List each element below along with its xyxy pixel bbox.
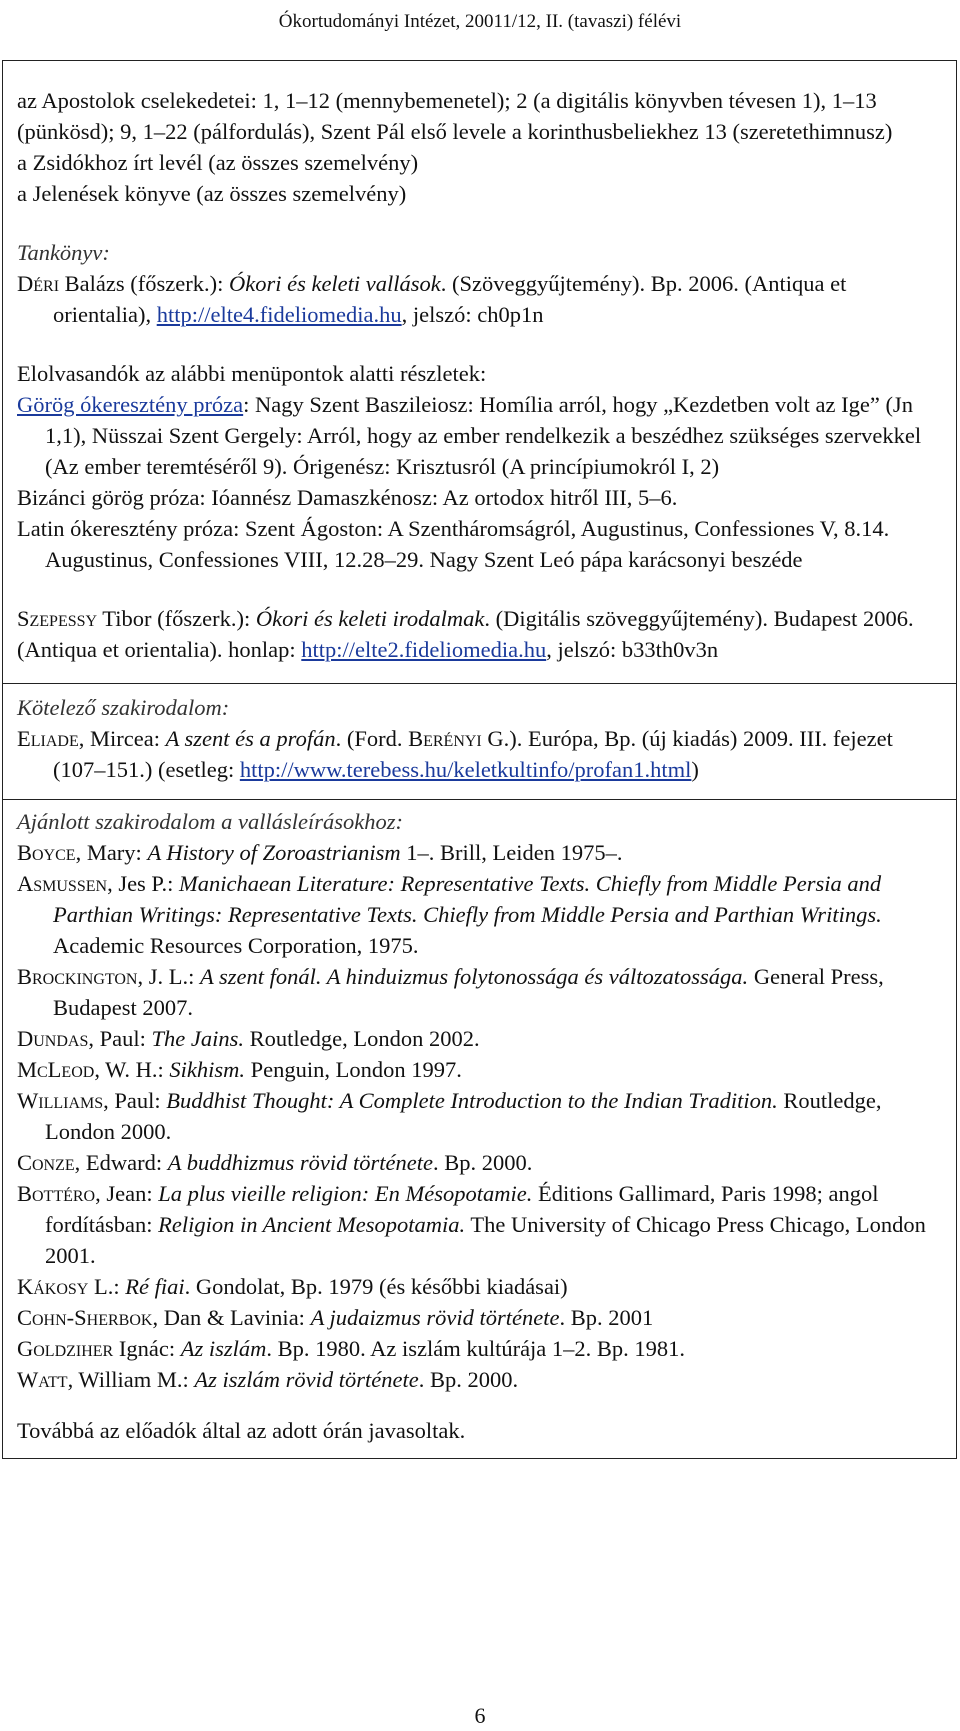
book-title-translation: Religion in Ancient Mesopotamia. xyxy=(158,1212,466,1237)
terebess-link[interactable]: http://www.terebess.hu/keletkultinfo/profan1.html xyxy=(239,757,692,782)
citation-rest: . Bp. 2000. xyxy=(418,1367,519,1392)
translator-name: Berényi xyxy=(408,726,482,751)
author-rest: , J. L.: xyxy=(137,964,201,989)
ref-cohn-sherbok xyxy=(17,1302,942,1333)
textbook-szepessy xyxy=(17,603,942,665)
elte4-link[interactable]: http://elte4.fideliomedia.hu xyxy=(156,302,402,327)
author-name: Szepessy xyxy=(17,606,98,631)
reading-item: a Jelenések könyve (az összes szemelvény) xyxy=(17,181,407,206)
author-name: Boyce xyxy=(17,840,76,865)
ref-watt xyxy=(17,1364,942,1395)
section-readings xyxy=(3,61,956,684)
citation-close: ) xyxy=(691,757,699,782)
author-name: Eliade xyxy=(17,726,79,751)
latin-prose-item: Latin ókeresztény próza: Szent Ágoston: A Szentháromságról, Augustinus, Confessiones V, 8.14. Augustinus, Confessiones VIII, 12.28–29. Nagy Szent Leó pápa karácsonyi beszéde xyxy=(17,516,890,572)
closing-note: Továbbá az előadók által az adott órán javasoltak. xyxy=(17,1418,466,1443)
citation-rest: Academic Resources Corporation, 1975. xyxy=(53,933,419,958)
book-title: A judaizmus rövid története xyxy=(310,1305,560,1330)
book-title: Ókori és keleti vallások xyxy=(228,271,441,296)
author-name: Déri xyxy=(17,271,60,296)
author-name: Dundas xyxy=(17,1026,89,1051)
greek-prose-link[interactable]: Görög ókeresztény próza xyxy=(17,392,244,417)
author-rest: Tibor (főszerk.): xyxy=(97,606,256,631)
mandatory-heading: Kötelező szakirodalom: xyxy=(17,695,230,720)
book-title: Az iszlám rövid története xyxy=(194,1367,419,1392)
book-title: A szent fonál. A hinduizmus folytonossága és változatossága. xyxy=(200,964,749,989)
page-header: Ókortudományi Intézet, 20011/12, II. (tavaszi) félévi xyxy=(278,11,682,32)
greek-prose-item xyxy=(17,389,942,482)
citation-rest: . Bp. 2000. xyxy=(432,1150,533,1175)
citation-rest: Penguin, London 1997. xyxy=(244,1057,462,1082)
book-title: The Jains. xyxy=(151,1026,245,1051)
book-title: A History of Zoroastrianism xyxy=(147,840,401,865)
byzantine-prose-item: Bizánci görög próza: Ióannész Damaszkénosz: Az ortodox hitről III, 5–6. xyxy=(17,485,678,510)
ref-asmussen xyxy=(17,868,942,961)
citation-rest: 1–. Brill, Leiden 1975–. xyxy=(400,840,623,865)
author-rest: , Paul: xyxy=(103,1088,167,1113)
citation-rest: . (Digitális szöveggyűjtemény). Budapest 2006. (Antiqua et orientalia). honlap: xyxy=(17,606,914,662)
author-rest: , William M.: xyxy=(67,1367,195,1392)
author-name: Goldziher xyxy=(17,1336,114,1361)
citation-rest: . Gondolat, Bp. 1979 (és későbbi kiadásai) xyxy=(184,1274,568,1299)
password-text: , jelszó: ch0p1n xyxy=(401,302,544,327)
author-name: Watt xyxy=(17,1367,68,1392)
author-rest: , Edward: xyxy=(74,1150,168,1175)
author-rest: , Paul: xyxy=(88,1026,152,1051)
elte2-link[interactable]: http://elte2.fideliomedia.hu xyxy=(301,637,547,662)
ref-mcleod xyxy=(17,1054,942,1085)
ref-goldziher xyxy=(17,1333,942,1364)
author-rest: Balázs (főszerk.): xyxy=(59,271,229,296)
author-rest: Ignác: xyxy=(113,1336,181,1361)
citation-rest: . Bp. 2001 xyxy=(559,1305,654,1330)
book-title: Az iszlám xyxy=(180,1336,267,1361)
ref-williams xyxy=(17,1085,942,1147)
citation-rest: Éditions Gallimard, Paris 1998; angol fordításban: xyxy=(45,1181,879,1237)
author-rest: , Mircea: xyxy=(78,726,166,751)
citation-rest: G.). Európa, Bp. (új kiadás) 2009. III. fejezet (107–151.) (esetleg: xyxy=(53,726,893,782)
author-rest: , W. H.: xyxy=(94,1057,170,1082)
author-name: Bottéro xyxy=(17,1181,96,1206)
author-rest: , Dan & Lavinia: xyxy=(152,1305,311,1330)
author-name: Kákosy xyxy=(17,1274,89,1299)
citation-rest: . (Ford. xyxy=(335,726,409,751)
book-title: A buddhizmus rövid története xyxy=(167,1150,433,1175)
citation-rest: General Press, Budapest 2007. xyxy=(53,964,884,1020)
password-text: , jelszó: b33th0v3n xyxy=(546,637,719,662)
reading-item: az Apostolok cselekedetei: 1, 1–12 (mennybemenetel); 2 (a digitális könyvben tévesen 1), 1–13 (pünkösd); 9, 1–22 (pálfordulás), Szent Pál első levele a korinthusbeliekhez 13 (szeretethimnusz) xyxy=(17,88,893,144)
book-title: Sikhism. xyxy=(169,1057,245,1082)
author-name: Conze xyxy=(17,1150,75,1175)
book-title: La plus vieille religion: En Mésopotamie. xyxy=(158,1181,533,1206)
ref-boyce xyxy=(17,837,942,868)
tankonyv-heading: Tankönyv: xyxy=(17,240,110,265)
reading-item: a Zsidókhoz írt levél (az összes szemelvény) xyxy=(17,150,419,175)
author-rest: , Jes P.: xyxy=(107,871,179,896)
citation-rest: . Bp. 1980. Az iszlám kultúrája 1–2. Bp. 1981. xyxy=(266,1336,686,1361)
recommended-heading: Ajánlott szakirodalom a vallásleírásokhoz: xyxy=(17,809,404,834)
author-rest: , Jean: xyxy=(95,1181,159,1206)
section-mandatory xyxy=(3,684,956,800)
book-title: Buddhist Thought: A Complete Introduction to the Indian Tradition. xyxy=(166,1088,778,1113)
book-title: Ré fiai xyxy=(125,1274,185,1299)
author-rest: , Mary: xyxy=(75,840,148,865)
book-title: A szent és a profán xyxy=(165,726,336,751)
author-name: Cohn-Sherbok xyxy=(17,1305,153,1330)
author-name: Asmussen xyxy=(17,871,108,896)
ref-bottero xyxy=(17,1178,942,1271)
author-name: Williams xyxy=(17,1088,104,1113)
author-name: McLeod xyxy=(17,1057,95,1082)
ref-kakosy xyxy=(17,1271,942,1302)
citation-rest: . (Szöveggyűjtemény). Bp. 2006. (Antiqua et orientalia), xyxy=(53,271,847,327)
ref-dundas xyxy=(17,1023,942,1054)
ref-brockington xyxy=(17,961,942,1023)
ref-eliade xyxy=(17,723,942,785)
document-box xyxy=(2,60,957,1459)
author-rest: L.: xyxy=(88,1274,126,1299)
greek-prose-rest: : Nagy Szent Baszileiosz: Homília arról, hogy „Kezdetben volt az Ige” (Jn 1,1), Nüsszai Szent Gergely: Arról, hogy az ember rendelkezik a beszédhez szükséges szervekkel (Az ember teremtéséről 9). Órigenész: Krisztusról (A princípiumokról I, 2) xyxy=(45,392,922,479)
page-number: 6 xyxy=(474,1703,486,1728)
citation-rest: The University of Chicago Press Chicago, London 2001. xyxy=(45,1212,926,1268)
citation-rest: Routledge, London 2002. xyxy=(244,1026,480,1051)
ref-conze xyxy=(17,1147,942,1178)
textbook-deri xyxy=(17,268,942,330)
book-title: Ókori és keleti irodalmak xyxy=(255,606,485,631)
book-title: Manichaean Literature: Representative Texts. Chiefly from Middle Persia and Parthian Writings: Representative Texts. Chiefly from Middle Persia and Parthian Writings. xyxy=(53,871,882,927)
section-recommended xyxy=(3,800,956,1458)
citation-rest: Routledge, London 2000. xyxy=(45,1088,882,1144)
elolvasandok-text: Elolvasandók az alábbi menüpontok alatti részletek: xyxy=(17,361,487,386)
author-name: Brockington xyxy=(17,964,138,989)
